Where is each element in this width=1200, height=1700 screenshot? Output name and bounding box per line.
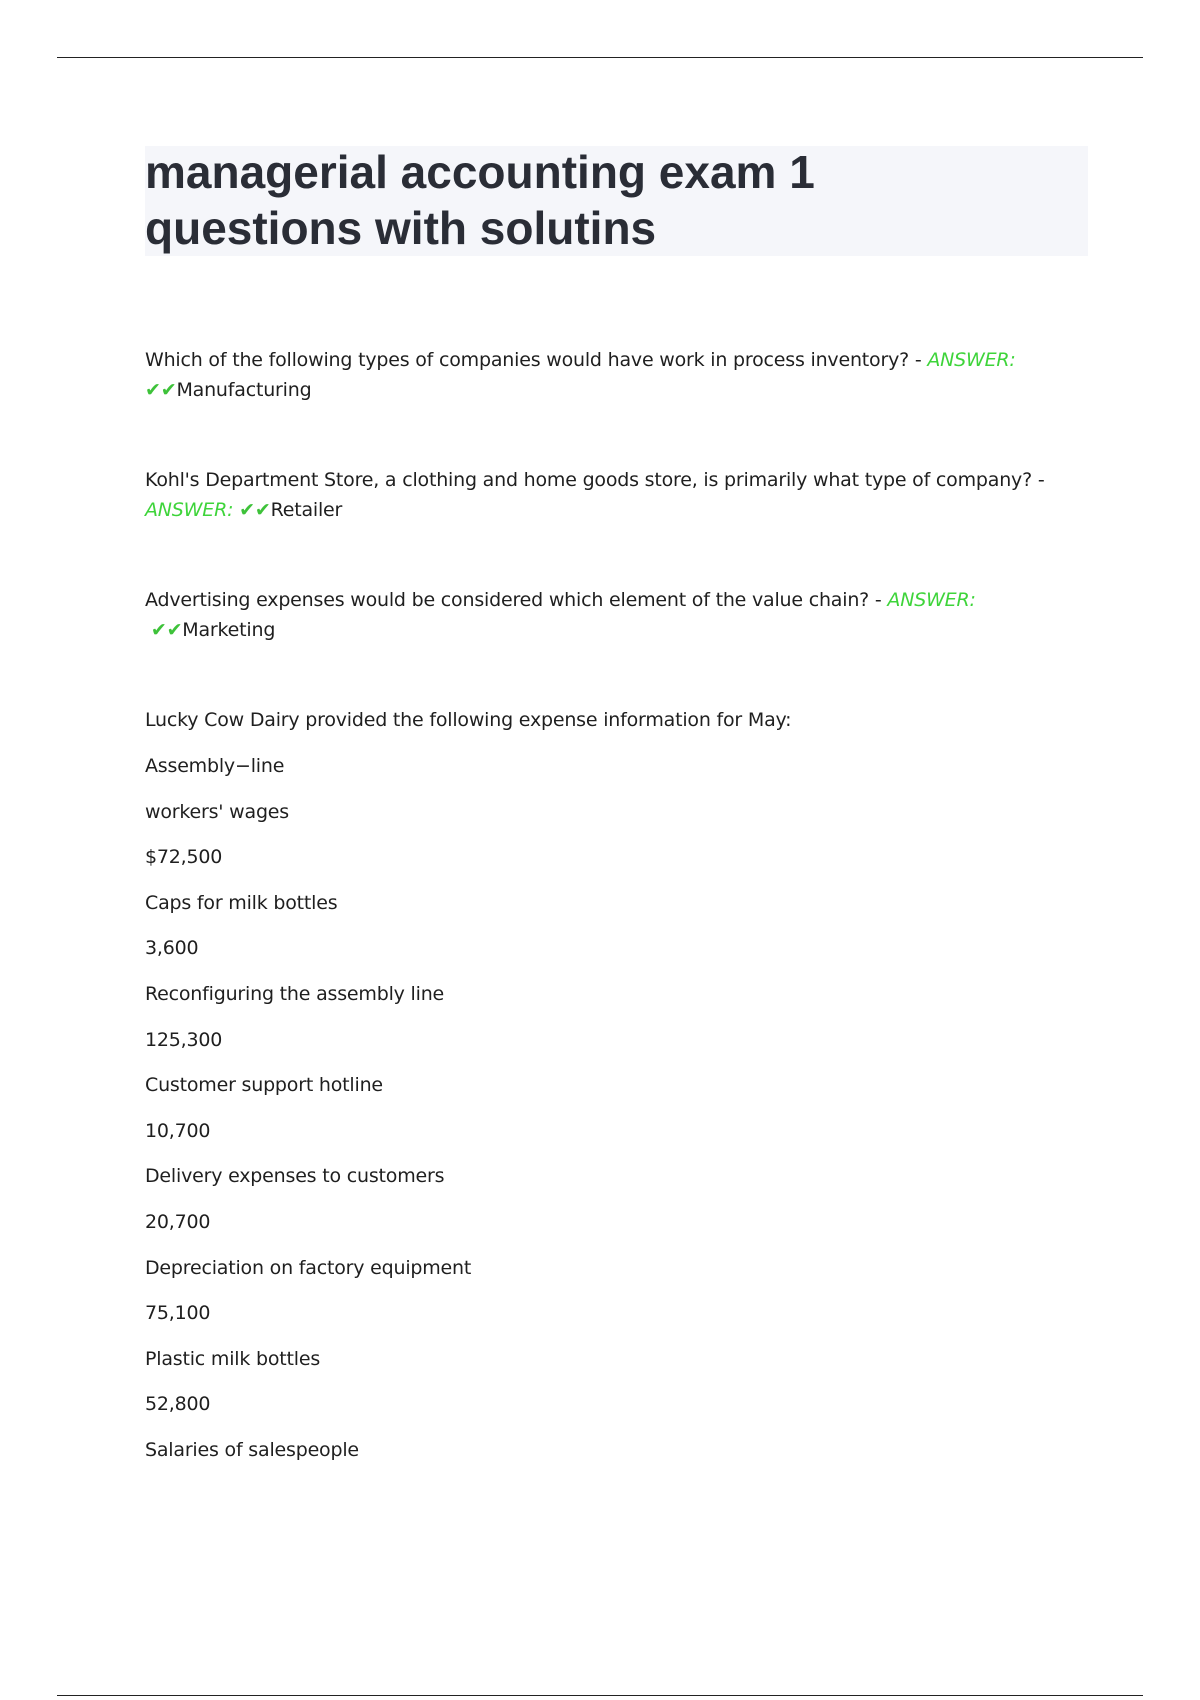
question-text: Kohl's Department Store, a clothing and home goods store, is primarily what type of company? - bbox=[145, 469, 1045, 491]
answer-text: Retailer bbox=[270, 499, 343, 521]
question-item bbox=[145, 345, 1095, 405]
expense-line: Salaries of salespeople bbox=[145, 1438, 359, 1461]
expense-line: Delivery expenses to customers bbox=[145, 1165, 445, 1188]
answer-label: ANSWER: bbox=[887, 589, 976, 611]
expense-line: 20,700 bbox=[145, 1210, 211, 1233]
answer-label: ANSWER: bbox=[145, 499, 234, 521]
expense-line: 10,700 bbox=[145, 1119, 211, 1142]
question-item bbox=[145, 585, 1095, 645]
document-title bbox=[145, 144, 1045, 256]
expense-line: Depreciation on factory equipment bbox=[145, 1256, 472, 1279]
expense-line: 3,600 bbox=[145, 937, 199, 960]
expense-intro: Lucky Cow Dairy provided the following expense information for May: bbox=[145, 709, 792, 731]
title-line-2: questions with solutins bbox=[145, 202, 657, 254]
answer-label: ANSWER: bbox=[927, 349, 1016, 371]
title-line-1: managerial accounting exam 1 bbox=[145, 146, 815, 198]
expense-line: 75,100 bbox=[145, 1302, 211, 1325]
question-text: Advertising expenses would be considered which element of the value chain? - bbox=[145, 589, 888, 611]
expense-line: $72,500 bbox=[145, 846, 223, 869]
expense-list bbox=[145, 751, 1095, 1481]
top-rule bbox=[57, 57, 1143, 58]
answer-text: Marketing bbox=[182, 619, 276, 641]
expense-line: 52,800 bbox=[145, 1393, 211, 1416]
expense-line: Plastic milk bottles bbox=[145, 1347, 321, 1370]
expense-line: Customer support hotline bbox=[145, 1074, 383, 1097]
expense-line: workers' wages bbox=[145, 800, 289, 823]
expense-line: Reconfiguring the assembly line bbox=[145, 982, 445, 1005]
expense-line: 125,300 bbox=[145, 1028, 223, 1051]
check-mark-icon: ✔✔ bbox=[150, 619, 183, 641]
expense-line: Caps for milk bottles bbox=[145, 891, 338, 914]
question-item bbox=[145, 465, 1095, 525]
check-mark-icon: ✔✔ bbox=[239, 499, 271, 521]
expense-line: Assembly−line bbox=[145, 755, 285, 777]
question-text: Which of the following types of companies would have work in process inventory? - bbox=[145, 349, 928, 371]
bottom-rule bbox=[57, 1695, 1143, 1696]
document-body bbox=[145, 345, 1095, 1481]
check-mark-icon: ✔✔ bbox=[145, 379, 177, 401]
answer-text: Manufacturing bbox=[176, 379, 312, 401]
